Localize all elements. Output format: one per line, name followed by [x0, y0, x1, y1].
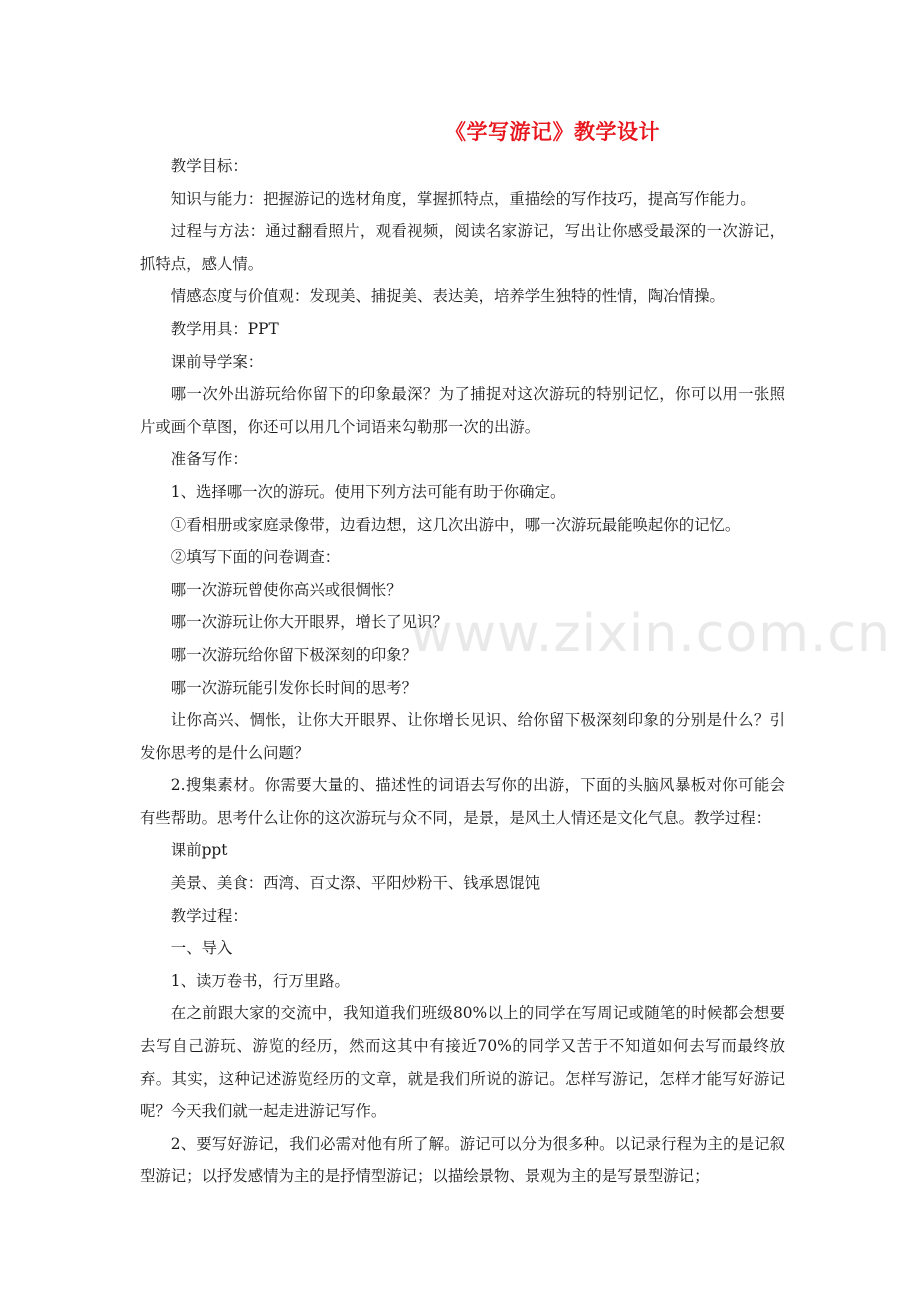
paragraph: 哪一次游玩给你留下极深刻的印象？: [170, 645, 418, 664]
watermark: www.zixin.com.cn: [410, 604, 891, 664]
paragraph: 教学目标：: [170, 157, 248, 175]
document-title: 《学写游记》教学设计: [445, 120, 660, 144]
paragraph: 1、选择哪一次的游玩。使用下列方法可能有助于你确定。: [170, 482, 566, 501]
paragraph: 情感态度与价值观：发现美、捕捉美、表达美，培养学生独特的性情，陶冶情操。: [170, 287, 725, 306]
paragraph: 课前ppt: [170, 841, 228, 860]
paragraph: 在之前跟大家的交流中，我知道我们班级80%以上的同学在写周记或随笔的时候都会想要去写自己游玩、游览的经历，然而这其中有接近70%的同学又苦于不知道如何去写而最终放弃。其实，这种记述游览经历的文章，就是我们所说的游记。怎样写游记，怎样才能写好游记呢？今天我们就一起走进游记写作。: [140, 1004, 785, 1121]
paragraph: 课前导学案：: [170, 352, 264, 371]
paragraph: 哪一次游玩让你大开眼界，增长了见识？: [170, 613, 448, 632]
paragraph: 哪一次游玩曾使你高兴或很惆怅？: [170, 580, 402, 599]
document-body: [140, 150, 785, 1193]
paragraph: 过程与方法：通过翻看照片，观看视频，阅读名家游记，写出让你感受最深的一次游记，抓特点，感人情。: [140, 222, 785, 273]
paragraph: 美景、美食：西湾、百丈漈、平阳炒粉干、钱承恩馄饨: [170, 874, 541, 893]
paragraph: 2.搜集素材。你需要大量的、描述性的词语去写你的出游，下面的头脑风暴板对你可能会有些帮助。思考什么让你的这次游玩与众不同，是景，是风土人情还是文化气息。教学过程：: [140, 776, 785, 827]
paragraph: 准备写作：: [170, 450, 248, 469]
paragraph: 教学用具：PPT: [170, 319, 279, 338]
paragraph: 哪一次外出游玩给你留下的印象最深？为了捕捉对这次游玩的特别记忆，你可以用一张照片或画个草图，你还可以用几个词语来勾勒那一次的出游。: [140, 385, 785, 436]
paragraph: 2、要写好游记，我们必需对他有所了解。游记可以分为很多种。以记录行程为主的是记叙型游记；以抒发感情为主的是抒情型游记；以描绘景物、景观为主的是写景型游记；: [140, 1134, 785, 1186]
paragraph: ①看相册或家庭录像带，边看边想，这几次出游中，哪一次游玩最能唤起你的记忆。: [170, 515, 741, 534]
paragraph: 让你高兴、惆怅，让你大开眼界、让你增长见识、给你留下极深刻印象的分别是什么？引发你思考的是什么问题？: [140, 711, 785, 762]
paragraph: 知识与能力：把握游记的选材角度，掌握抓特点，重描绘的写作技巧，提高写作能力。: [170, 189, 756, 208]
paragraph: ②填写下面的问卷调查：: [170, 548, 341, 567]
paragraph: 哪一次游玩能引发你长时间的思考？: [170, 678, 418, 697]
paragraph: 一、导入: [170, 939, 233, 958]
paragraph: 1、读万卷书，行万里路。: [170, 971, 350, 990]
paragraph: 教学过程：: [170, 906, 248, 925]
